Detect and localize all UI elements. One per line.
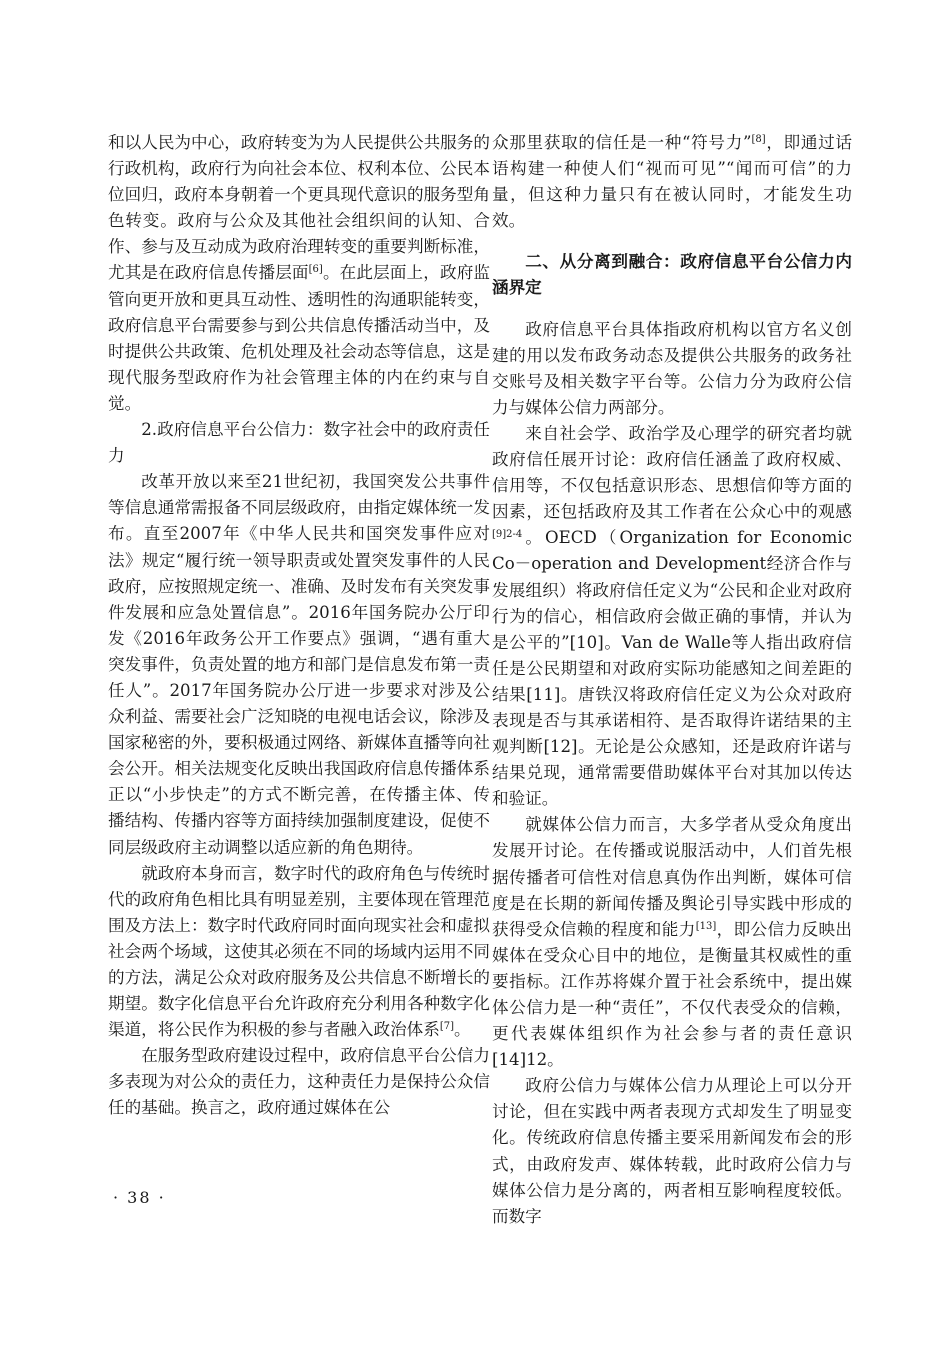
left-subheading: 2.政府信息平台公信力：数字社会中的政府责任力 (108, 420, 490, 466)
right-para-3: 来自社会学、政治学及心理学的研究者均就政府信任展开讨论：政府信任涵盖了政府权威、信用等，不仅包括意识形态、思想信仰等方面的因素，还包括政府及其工作者在公众心中的观感$^{[9]2-4}$。OECD（Organization for Economic Co－operation and Development经济合作与发展组织）将政府信任定义为“公民和企业对政府行为的信心，相信政府会做正确的事情，并认为是公平的”[10]。Van de Walle等人指出政府信任是公民期望和对政府实际功能感知之间差距的结果[11]。唐铁汉将政府信任定义为公众对政府表现是否与其承诺相符、是否取得许诺结果的主观判断[12]。无论是公众感知，还是政府许诺与结果兑现，通常需要借助媒体平台对其加以传达和验证。 (492, 423, 852, 809)
section-heading: 二、从分离到融合：政府信息平台公信力内涵界定 (492, 251, 852, 298)
left-para-4: 在服务型政府建设过程中，政府信息平台公信力多表现为对公众的责任力，这种责任力是保持公众信任的基础。换言之，政府通过媒体在公 (108, 1046, 490, 1118)
right-column (492, 130, 852, 1230)
right-para-5: 政府公信力与媒体公信力从理论上可以分开讨论，但在实践中两者表现方式却发生了明显变化。传统政府信息传播主要采用新闻发布会的形式，由政府发声、媒体转载，此时政府公信力与媒体公信力是分离的，两者相互影响程度较低。而数字 (492, 1076, 852, 1226)
left-para-1: 和以人民为中心，政府转变为为人民提供公共服务的行政机构，政府行为向社会本位、权利本位、公民本位回归，政府本身朝着一个更具现代意识的服务型角色转变。政府与公众及其他社会组织间的认知、合作、参与及互动成为政府治理转变的重要判断标准，尤其是在政府信息传播层面[6]。在此层面上，政府监管向更开放和更具互动性、透明性的沟通职能转变，政府信息平台需要参与到公共信息传播活动当中，及时提供公共政策、危机处理及社会动态等信息，这是现代服务型政府作为社会管理主体的内在约束与自觉。 (108, 133, 491, 413)
right-para-2: 政府信息平台具体指政府机构以官方名义创建的用以发布政务动态及提供公共服务的政务社交账号及相关数字平台等。公信力分为政府公信力与媒体公信力两部分。 (492, 319, 852, 417)
left-para-3: 就政府本身而言，数字时代的政府角色与传统时代的政府角色相比具有明显差别，主要体现在管理范围及方法上：数字时代政府同时面向现实社会和虚拟社会两个场域，这使其必须在不同的场域内运用不同的方法，满足公众对政府服务及公共信息不断增长的期望。数字化信息平台允许政府充分利用各种数字化渠道，将公民作为积极的参与者融入政治体系[7]。 (108, 863, 490, 1040)
right-para-1: 众那里获取的信任是一种“符号力”[8]，即通过话语构建一种使人们“视而可见”“闻而可信”的力量，但这种力量只有在被认同时，才能发生功效。 (492, 133, 853, 231)
page-number: · 38 · (113, 1188, 166, 1207)
right-para-4: 就媒体公信力而言，大多学者从受众角度出发展开讨论。在传播或说服活动中，人们首先根据传播者可信性对信息真伪作出判断，媒体可信度是在长期的新闻传播及舆论引导实践中形成的获得受众信赖的程度和能力[13]，即公信力反映出媒体在受众心目中的地位，是衡量其权威性的重要指标。江作苏将媒介置于社会系统中，提出媒体公信力是一种“责任”，不仅代表受众的信赖，更代表媒体组织作为社会参与者的责任意识[14]12。 (492, 815, 853, 1070)
left-para-2: 改革开放以来至21世纪初，我国突发公共事件等信息通常需报备不同层级政府，由指定媒体统一发布。直至2007年《中华人民共和国突发事件应对法》规定“履行统一领导职责或处置突发事件的人民政府，应按照规定统一、准确、及时发布有关突发事件发展和应急处置信息”。2016年国务院办公厅印发《2016年政务公开工作要点》强调，“遇有重大突发事件，负责处置的地方和部门是信息发布第一责任人”。2017年国务院办公厅进一步要求对涉及公众利益、需要社会广泛知晓的电视电话会议，除涉及国家秘密的外，要积极通过网络、新媒体直播等向社会公开。相关法规变化反映出我国政府信息传播体系正以“小步快走”的方式不断完善，在传播主体、传播结构、传播内容等方面持续加强制度建设，促使不同层级政府主动调整以适应新的角色期待。 (108, 472, 490, 857)
left-column (108, 130, 490, 1122)
